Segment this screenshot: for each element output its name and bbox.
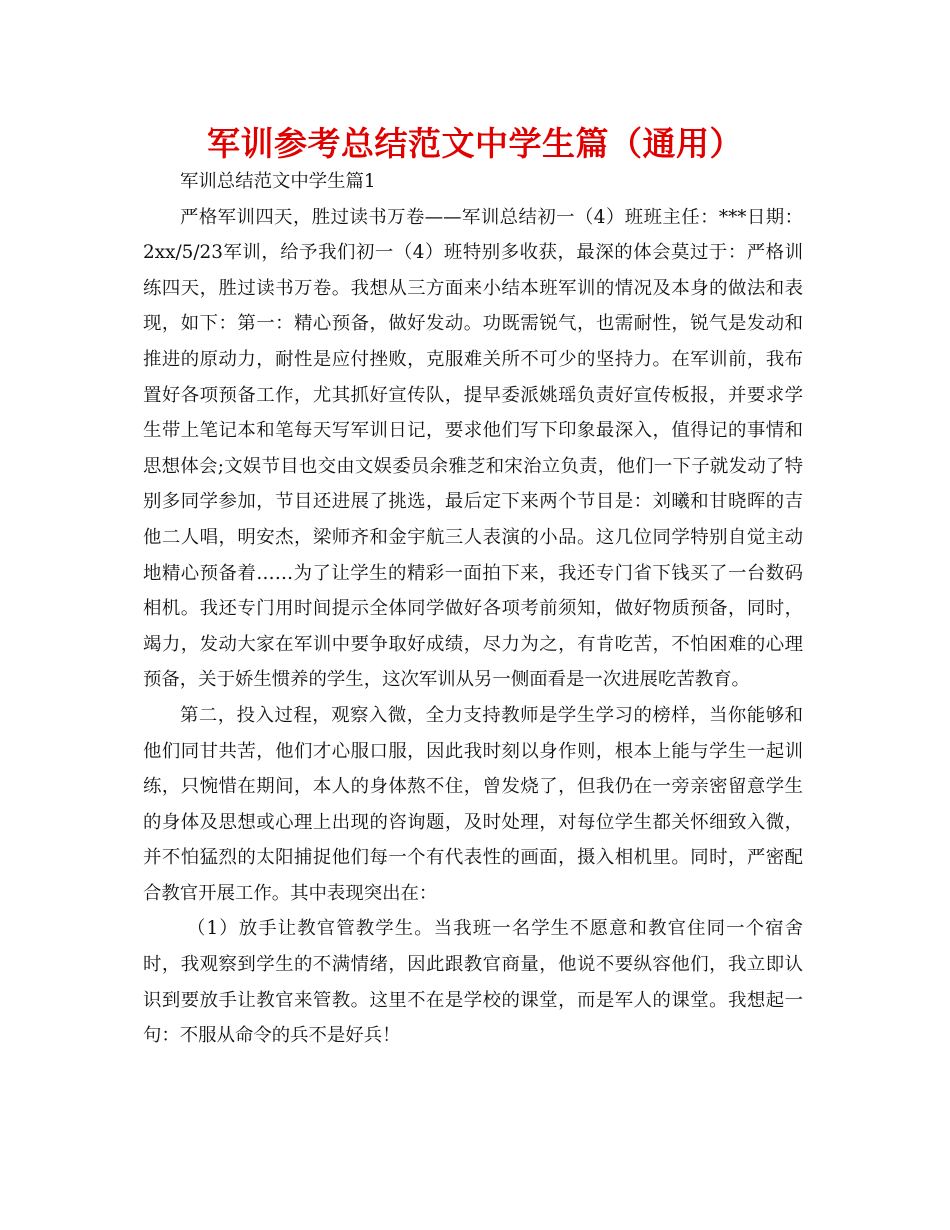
section-subtitle: 军训总结范文中学生篇1	[180, 171, 376, 192]
paragraph: 第二，投入过程，观察入微，全力支持教师是学生学习的榜样，当你能够和他们同甘共苦，他们才心服口服，因此我时刻以身作则，根本上能与学生一起训练，只惋惜在期间，本人的身体熬不住，曾发烧了，但我仍在一旁亲密留意学生的身体及思想或心理上出现的咨询题，及时处理，对每位学生都关怀细致入微，并不怕猛烈的太阳捕捉他们每一个有代表性的画面，摄入相机里。同时，严密配合教官开展工作。其中表现突出在：	[143, 704, 803, 904]
paragraph: 严格军训四天，胜过读书万卷——军训总结初一（4）班班主任：***日期：2xx/5/23军训，给予我们初一（4）班特别多收获，最深的体会莫过于：严格训练四天，胜过读书万卷。我想从三方面来小结本班军训的情况及本身的做法和表现，如下：第一：精心预备，做好发动。功既需锐气，也需耐性，锐气是发动和推进的原动力，耐性是应付挫败，克服难关所不可少的坚持力。在军训前，我布置好各项预备工作，尤其抓好宣传队，提早委派姚瑶负责好宣传板报，并要求学生带上笔记本和笔每天写军训日记，要求他们写下印象最深入，值得记的事情和思想体会;文娱节目也交由文娱委员余雅芝和宋治立负责，他们一下子就发动了特别多同学参加，节目还进展了挑选，最后定下来两个节目是：刘曦和甘晓晖的吉他二人唱，明安杰，梁师齐和金宇航三人表演的小品。这几位同学特别自觉主动地精心预备着……为了让学生的精彩一面拍下来，我还专门省下钱买了一台数码相机。我还专门用时间提示全体同学做好各项考前须知，做好物质预备，同时，竭力，发动大家在军训中要争取好成绩，尽力为之，有肯吃苦，不怕困难的心理预备，关于娇生惯养的学生，这次军训从另一侧面看是一次进展吃苦教育。	[143, 206, 803, 691]
document-body	[143, 164, 803, 1054]
page-title: 军训参考总结范文中学生篇（通用）	[207, 124, 743, 163]
paragraph: （1）放手让教官管教学生。当我班一名学生不愿意和教官住同一个宿舍时，我观察到学生的不满情绪，因此跟教官商量，他说不要纵容他们，我立即认识到要放手让教官来管教。这里不在是学校的课堂，而是军人的课堂。我想起一句：不服从命令的兵不是好兵！	[143, 918, 803, 1047]
